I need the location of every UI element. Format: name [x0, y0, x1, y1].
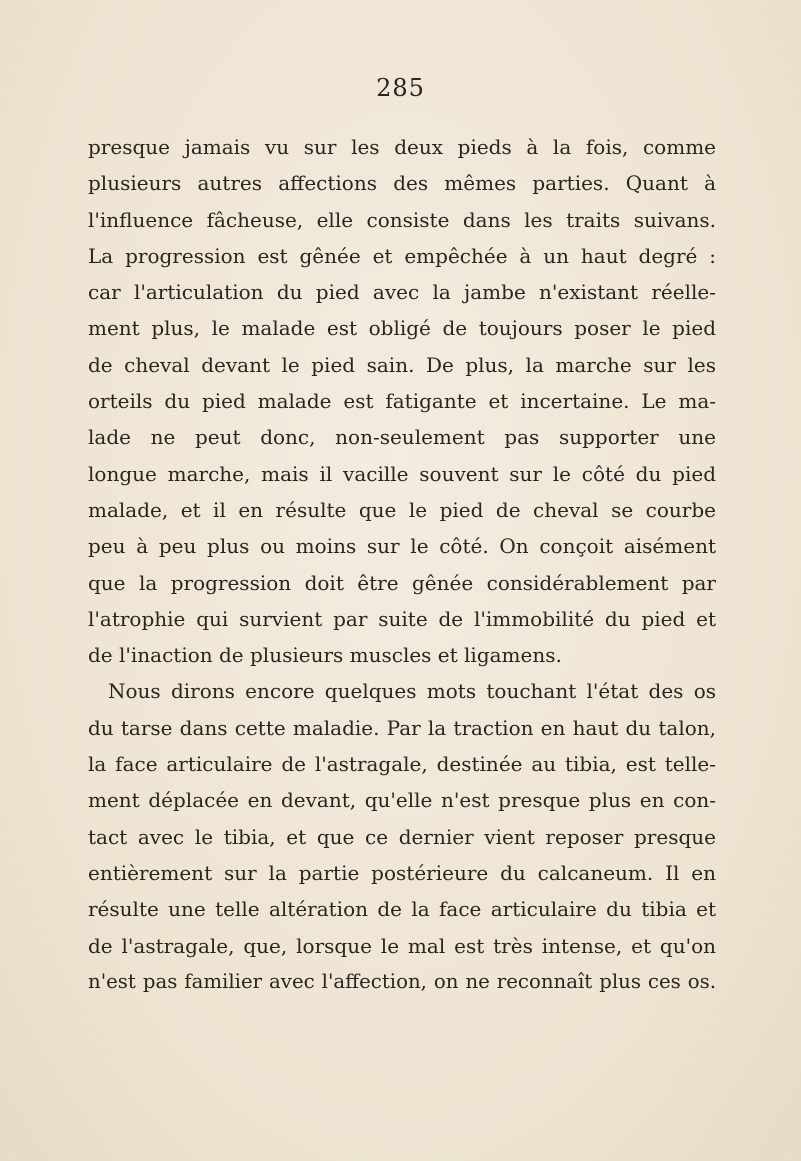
text-line: l'influence fâcheuse, elle consiste dans les traits suivans. [88, 207, 716, 232]
text-line: La progression est gênée et empêchée à un haut degré : [88, 243, 716, 268]
body-text [88, 129, 716, 1000]
text-line: n'est pas familier avec l'affection, on ne reconnaît plus ces os. [88, 969, 716, 993]
text-line: de l'astragale, que, lorsque le mal est très intense, et qu'on [88, 933, 716, 958]
text-line: ment plus, le malade est obligé de toujours poser le pied [88, 316, 716, 341]
text-line: que la progression doit être gênée considérablement par [88, 570, 716, 595]
text-line: plusieurs autres affections des mêmes parties. Quant à [88, 171, 716, 196]
text-line: l'atrophie qui survient par suite de l'immobilité du pied et [88, 606, 716, 631]
text-line: presque jamais vu sur les deux pieds à la fois, comme [88, 135, 716, 159]
text-line: de cheval devant le pied sain. De plus, la marche sur les [88, 352, 716, 377]
text-line: du tarse dans cette maladie. Par la traction en haut du talon, [88, 715, 716, 740]
text-line: Nous dirons encore quelques mots touchant l'état des os [108, 679, 716, 704]
text-line: longue marche, mais il vacille souvent sur le côté du pied [88, 461, 716, 486]
text-line: orteils du pied malade est fatigante et incertaine. Le ma- [88, 389, 716, 414]
text-line: résulte une telle altération de la face articulaire du tibia et [88, 897, 716, 922]
text-line: entièrement sur la partie postérieure du calcaneum. Il en [88, 860, 716, 885]
text-line: la face articulaire de l'astragale, destinée au tibia, est telle- [88, 752, 716, 777]
text-line: lade ne peut donc, non-seulement pas supporter une [88, 425, 716, 450]
text-line: tact avec le tibia, et que ce dernier vient reposer presque [88, 824, 716, 849]
text-line: ment déplacée en devant, qu'elle n'est presque plus en con- [88, 788, 716, 813]
text-line: de l'inaction de plusieurs muscles et ligamens. [88, 643, 562, 668]
text-line: malade, et il en résulte que le pied de cheval se courbe [88, 497, 716, 522]
text-line: peu à peu plus ou moins sur le côté. On conçoit aisément [88, 534, 716, 559]
page-number: 285 [376, 74, 425, 102]
text-line: car l'articulation du pied avec la jambe n'existant réelle- [88, 280, 716, 305]
